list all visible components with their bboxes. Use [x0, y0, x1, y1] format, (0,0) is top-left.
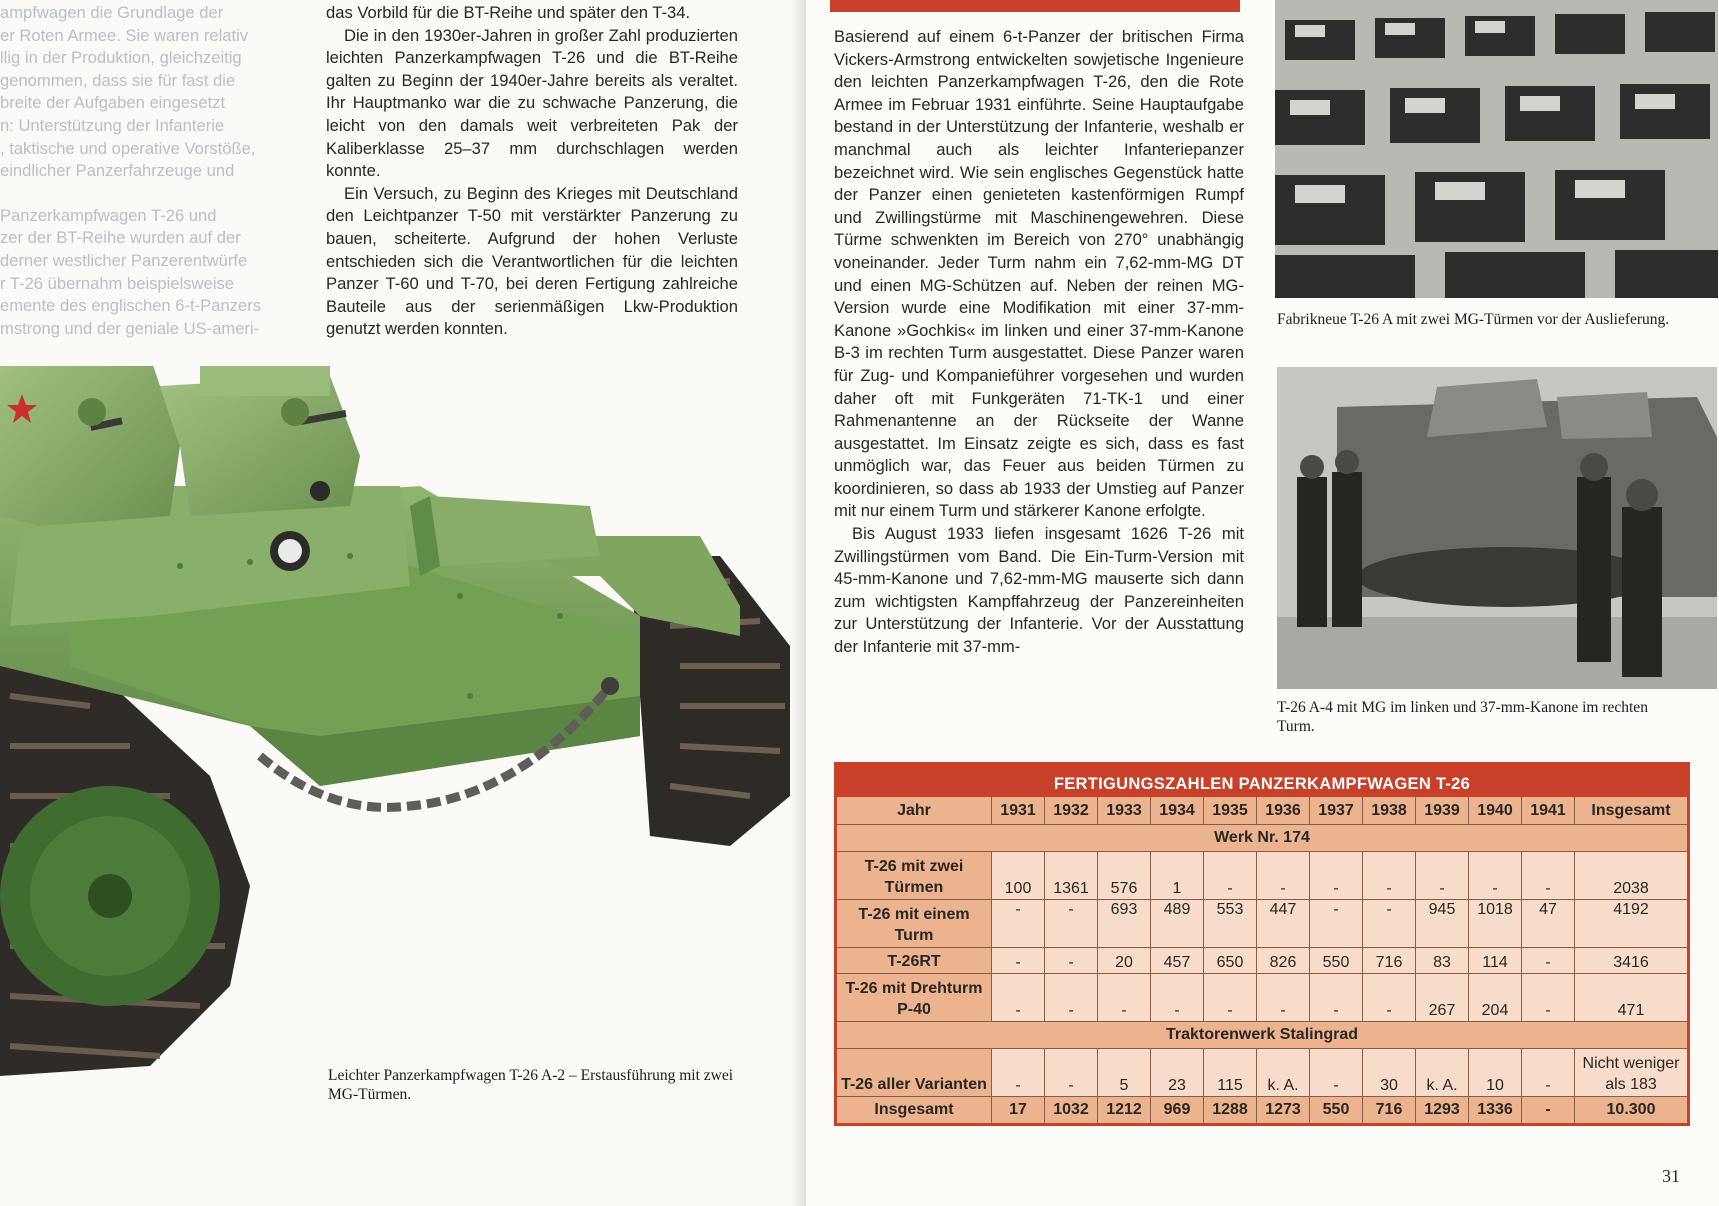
tank-illustration	[0, 366, 790, 1086]
table-cell: 826	[1257, 948, 1310, 974]
table-row	[836, 1049, 1689, 1097]
table-cell: 10	[1469, 1049, 1522, 1097]
table-cell: -	[1204, 974, 1257, 1022]
header-cell: Jahr	[836, 796, 992, 825]
left-text-column	[326, 2, 738, 341]
total-cell: 969	[1151, 1097, 1204, 1125]
table-cell: 114	[1469, 948, 1522, 974]
header-cell: 1935	[1204, 796, 1257, 825]
table-cell: -	[1310, 974, 1363, 1022]
table-cell: 945	[1416, 900, 1469, 948]
production-table-wrapper	[834, 762, 1690, 1126]
table-cell: 5	[1098, 1049, 1151, 1097]
table-cell: -	[1522, 1049, 1575, 1097]
header-cell: 1937	[1310, 796, 1363, 825]
header-cell: Insgesamt	[1575, 796, 1689, 825]
table-cell: -	[1310, 900, 1363, 948]
row-label: T-26 aller Varianten	[836, 1049, 992, 1097]
table-cell: -	[1522, 974, 1575, 1022]
paragraph: Die in den 1930er-Jahren in großer Zahl produzierten leichten Panzerkampfwagen T-26 und die BT-Reihe galten zu Beginn der 1940er-Jahre bereits als veraltet. Ihr Hauptmanko war die zu schwache Panzerung, die leicht von den damals weit verbreiteten Pak der Kaliberklasse 25–37 mm durchschlagen werden konnte.	[326, 25, 738, 181]
table-cell: -	[992, 900, 1045, 948]
photo1-caption: Fabrikneue T-26 A mit zwei MG-Türmen vor der Auslieferung.	[1277, 311, 1670, 328]
table-cell: 4192	[1575, 900, 1689, 948]
faded-line: breite der Aufgaben eingesetzt	[0, 93, 226, 113]
photo-t26-crew	[1277, 367, 1717, 689]
table-cell: 550	[1310, 948, 1363, 974]
paragraph: Bis August 1933 liefen insgesamt 1626 T-26 mit Zwillingstürmen vom Band. Die Ein-Turm-Version mit 45-mm-Kanone und 7,62-mm-MG mauserte sich dann zum wichtigsten Kampffahrzeug der Panzereinheiten zur Unterstützung der Infanterie. Vor der Ausstattung der Infanterie mit 37-mm-	[834, 524, 1244, 657]
table-cell: 471	[1575, 974, 1689, 1022]
table-cell: 489	[1151, 900, 1204, 948]
table-row	[836, 900, 1689, 948]
table-cell: k. A.	[1416, 1049, 1469, 1097]
header-cell: 1931	[992, 796, 1045, 825]
header-cell: 1936	[1257, 796, 1310, 825]
paragraph: das Vorbild für die BT-Reihe und später den T-34.	[326, 3, 691, 22]
table-cell: 457	[1151, 948, 1204, 974]
table-cell: -	[1204, 852, 1257, 900]
header-cell: 1933	[1098, 796, 1151, 825]
paragraph: Ein Versuch, zu Beginn des Krieges mit Deutschland den Leichtpanzer T-50 mit verstärkter Panzerung zu bauen, scheiterte. Aufgrund der hohen Verluste entschieden sich die Verantwortlichen für die leichten Panzer T-60 und T-70, bei deren Fertigung zahlreiche Bauteile aus der serienmäßigen Lkw-Produktion genutzt werden konnten.	[326, 183, 738, 339]
table-cell: 267	[1416, 974, 1469, 1022]
total-cell: 1273	[1257, 1097, 1310, 1125]
table-row	[836, 948, 1689, 974]
table-cell: 23	[1151, 1049, 1204, 1097]
total-cell: 17	[992, 1097, 1045, 1125]
table-cell: -	[1363, 900, 1416, 948]
header-cell: 1939	[1416, 796, 1469, 825]
section-stalingrad: Traktorenwerk Stalingrad	[836, 1022, 1689, 1049]
table-cell: -	[1045, 948, 1098, 974]
table-cell: 553	[1204, 900, 1257, 948]
table-cell: k. A.	[1257, 1049, 1310, 1097]
table-cell: 115	[1204, 1049, 1257, 1097]
table-cell: -	[992, 974, 1045, 1022]
right-text-column	[834, 26, 1244, 659]
table-cell: -	[1045, 1049, 1098, 1097]
table-cell: 2038	[1575, 852, 1689, 900]
row-label: T-26 mit Drehturm P-40	[836, 974, 992, 1022]
faded-line: ampfwagen die Grundlage der	[0, 3, 224, 22]
left-faded-column	[0, 2, 285, 340]
production-table	[834, 762, 1690, 1126]
section-werk-174: Werk Nr. 174	[836, 825, 1689, 852]
table-cell: -	[1522, 852, 1575, 900]
total-label: Insgesamt	[836, 1097, 992, 1125]
table-cell: -	[1310, 1049, 1363, 1097]
table-cell: -	[1310, 852, 1363, 900]
total-cell: 550	[1310, 1097, 1363, 1125]
table-cell: -	[1257, 974, 1310, 1022]
faded-line: r T-26 übernahm beispielsweise	[0, 273, 234, 293]
table-row	[836, 974, 1689, 1022]
faded-line: , taktische und operative Vorstöße,	[0, 138, 256, 158]
table-cell: 3416	[1575, 948, 1689, 974]
table-cell: 83	[1416, 948, 1469, 974]
table-cell: -	[1416, 852, 1469, 900]
table-cell: -	[1045, 900, 1098, 948]
table-cell: -	[1469, 852, 1522, 900]
table-header-row	[836, 796, 1689, 825]
chapter-header-strip	[830, 0, 1240, 12]
table-cell: 693	[1098, 900, 1151, 948]
faded-line: emente des englischen 6-t-Panzers	[0, 296, 262, 316]
left-page	[0, 0, 806, 1206]
page-number: 31	[1662, 1166, 1680, 1186]
table-cell: 716	[1363, 948, 1416, 974]
header-cell: 1932	[1045, 796, 1098, 825]
table-cell: -	[1257, 852, 1310, 900]
table-title: FERTIGUNGSZAHLEN PANZERKAMPFWAGEN T-26	[836, 764, 1689, 797]
table-cell: 1361	[1045, 852, 1098, 900]
table-cell: 447	[1257, 900, 1310, 948]
table-cell: -	[1522, 948, 1575, 974]
table-cell: 1018	[1469, 900, 1522, 948]
photo-factory-tanks	[1275, 0, 1718, 298]
table-cell: -	[1151, 974, 1204, 1022]
header-cell: 1940	[1469, 796, 1522, 825]
row-label: T-26 mit zwei Türmen	[836, 852, 992, 900]
table-cell: 30	[1363, 1049, 1416, 1097]
total-cell: 1212	[1098, 1097, 1151, 1125]
table-cell: 47	[1522, 900, 1575, 948]
faded-line: derner westlicher Panzerentwürfe	[0, 250, 248, 270]
header-cell: 1941	[1522, 796, 1575, 825]
total-cell: 1032	[1045, 1097, 1098, 1125]
table-cell: -	[1363, 974, 1416, 1022]
table-cell: 650	[1204, 948, 1257, 974]
table-cell: 20	[1098, 948, 1151, 974]
table-cell: 100	[992, 852, 1045, 900]
faded-line: zer der BT-Reihe wurden auf der	[0, 228, 241, 248]
table-cell: 576	[1098, 852, 1151, 900]
total-cell: 716	[1363, 1097, 1416, 1125]
total-cell: -	[1522, 1097, 1575, 1125]
table-cell: -	[992, 948, 1045, 974]
header-cell: 1938	[1363, 796, 1416, 825]
table-cell: 204	[1469, 974, 1522, 1022]
paragraph: Basierend auf einem 6-t-Panzer der britischen Firma Vickers-Armstrong entwickelten sowjetische Ingenieure den leichten Panzerkampfwagen T-26, den die Rote Armee im Februar 1931 einführte. Seine Hauptaufgabe bestand in der Unterstützung der Infanterie, weshalb er manchmal auch als leichter Infanteriepanzer bezeichnet wird. Wie sein englisches Gegenstück hatte der Panzer einen genieteten kastenförmigen Rumpf und Zwillingstürme mit Maschinengewehren. Diese Türme schwenkten im Bereich von 270° unabhängig voneinander. Jeder Turm nahm ein 7,62-mm-MG DT und einen MG-Schützen auf. Neben der reinen MG-Version wurde eine Modifikation mit einer 37-mm-Kanone »Gochkis« im linken und einer 37-mm-Kanone B-3 im rechten Turm ausgestattet. Diese Panzer waren für Zug- und Kompanieführer vorgesehen und wurden daher oft mit Funkgeräten 71-TK-1 und einer Rahmenantenne an der Rückseite der Wanne ausgestattet. Im Einsatz zeigte es sich, dass es fast unmöglich war, das Feuer aus beiden Türmen zu koordinieren, so dass ab 1933 der Umstieg auf Panzer mit nur einem Turm und stärkerer Kanone erfolgte.	[834, 27, 1244, 521]
table-cell: -	[1098, 974, 1151, 1022]
total-cell: 10.300	[1575, 1097, 1689, 1125]
table-row	[836, 852, 1689, 900]
faded-line: eindlicher Panzerfahrzeuge und	[0, 161, 235, 181]
table-cell: 1	[1151, 852, 1204, 900]
faded-line: mstrong und der geniale US-ameri-	[0, 318, 260, 338]
table-cell: -	[1363, 852, 1416, 900]
row-label: T-26RT	[836, 948, 992, 974]
faded-line: llig in der Produktion, gleichzeitig	[0, 48, 242, 68]
row-label: T-26 mit einem Turm	[836, 900, 992, 948]
tank-caption: Leichter Panzerkampfwagen T-26 A-2 – Erstausführung mit zwei MG-Türmen.	[328, 1067, 734, 1103]
faded-line: genommen, dass sie für fast die	[0, 70, 236, 90]
table-cell: Nicht weniger als 183	[1575, 1049, 1689, 1097]
header-cell: 1934	[1151, 796, 1204, 825]
total-cell: 1288	[1204, 1097, 1257, 1125]
faded-line: er Roten Armee. Sie waren relativ	[0, 25, 249, 45]
faded-line: n: Unterstützung der Infanterie	[0, 115, 225, 135]
total-cell: 1293	[1416, 1097, 1469, 1125]
table-cell: -	[992, 1049, 1045, 1097]
table-cell: -	[1045, 974, 1098, 1022]
faded-line: Panzerkampfwagen T-26 und	[0, 205, 217, 225]
table-total-row	[836, 1097, 1689, 1125]
photo2-caption: T-26 A-4 mit MG im linken und 37-mm-Kanone im rechten Turm.	[1277, 699, 1648, 735]
total-cell: 1336	[1469, 1097, 1522, 1125]
